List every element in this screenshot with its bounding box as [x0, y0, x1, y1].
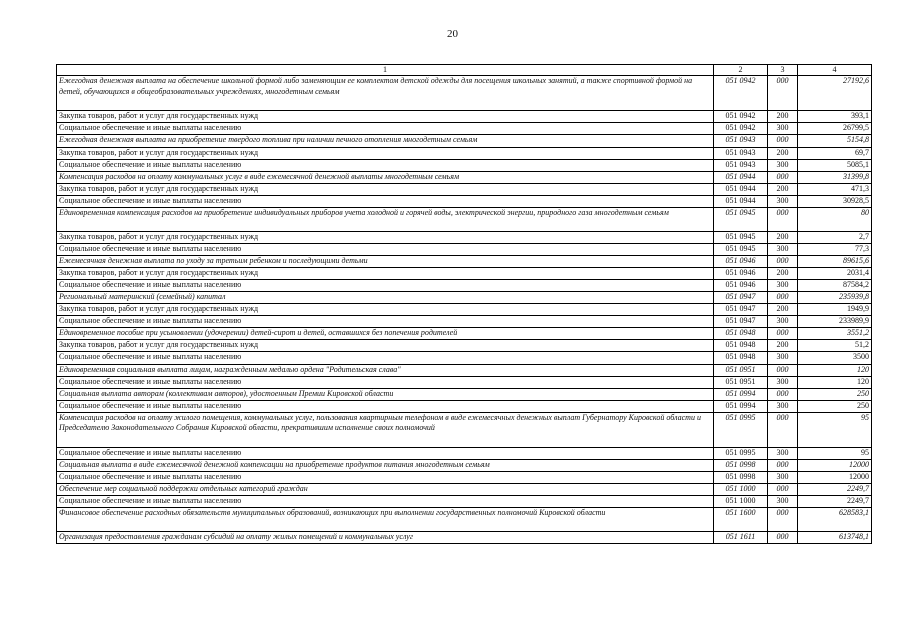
row-expense-type-cell: 300 — [768, 496, 798, 508]
row-name-cell: Организация предоставления гражданам субсидий на оплату жилых помещений и коммунальных услуг — [57, 531, 714, 543]
row-name-cell: Финансовое обеспечение расходных обязательств муниципальных образований, возникающих при выполнении государственных полномочий Кировской области — [57, 508, 714, 532]
row-expense-type-cell: 300 — [768, 447, 798, 459]
row-expense-type-cell: 300 — [768, 400, 798, 412]
row-code-cell: 051 0944 — [714, 183, 768, 195]
row-name-cell: Ежемесячная денежная выплата по уходу за третьим ребенком и последующими детьми — [57, 255, 714, 267]
row-name-cell: Единовременная социальная выплата лицам, награжденным медалью ордена "Родительская слава" — [57, 364, 714, 376]
row-name-cell: Социальное обеспечение и иные выплаты населению — [57, 159, 714, 171]
row-expense-type-cell: 200 — [768, 231, 798, 243]
row-code-cell: 051 0948 — [714, 352, 768, 364]
row-code-cell: 051 0945 — [714, 231, 768, 243]
row-expense-type-cell: 000 — [768, 171, 798, 183]
row-name-cell: Социальное обеспечение и иные выплаты населению — [57, 496, 714, 508]
row-amount-cell: 1949,9 — [798, 304, 872, 316]
row-code-cell: 051 0994 — [714, 388, 768, 400]
row-expense-type-cell: 200 — [768, 340, 798, 352]
header-col-2: 2 — [714, 65, 768, 76]
row-amount-cell: 628583,1 — [798, 508, 872, 532]
row-name-cell: Закупка товаров, работ и услуг для государственных нужд — [57, 267, 714, 279]
row-expense-type-cell: 200 — [768, 147, 798, 159]
row-amount-cell: 30928,5 — [798, 195, 872, 207]
row-amount-cell: 69,7 — [798, 147, 872, 159]
table-row — [57, 76, 872, 111]
row-name-cell: Обеспечение мер социальной поддержки отдельных категорий граждан — [57, 484, 714, 496]
table-row — [57, 376, 872, 388]
row-amount-cell: 250 — [798, 388, 872, 400]
row-expense-type-cell: 000 — [768, 76, 798, 111]
row-code-cell: 051 0947 — [714, 292, 768, 304]
row-amount-cell: 471,3 — [798, 183, 872, 195]
row-code-cell: 051 0942 — [714, 76, 768, 111]
row-expense-type-cell: 000 — [768, 255, 798, 267]
row-name-cell: Закупка товаров, работ и услуг для государственных нужд — [57, 340, 714, 352]
row-code-cell: 051 0942 — [714, 123, 768, 135]
table-row — [57, 183, 872, 195]
row-code-cell: 051 0948 — [714, 340, 768, 352]
row-amount-cell: 3551,2 — [798, 328, 872, 340]
table-row — [57, 508, 872, 532]
row-expense-type-cell: 300 — [768, 279, 798, 291]
table-row — [57, 171, 872, 183]
page-number: 20 — [447, 28, 458, 40]
budget-table — [56, 64, 872, 544]
table-row — [57, 195, 872, 207]
row-expense-type-cell: 200 — [768, 304, 798, 316]
row-expense-type-cell: 000 — [768, 135, 798, 147]
table-row — [57, 388, 872, 400]
row-name-cell: Закупка товаров, работ и услуг для государственных нужд — [57, 304, 714, 316]
row-amount-cell: 120 — [798, 376, 872, 388]
table-row — [57, 316, 872, 328]
table-row — [57, 328, 872, 340]
row-code-cell: 051 0951 — [714, 376, 768, 388]
row-code-cell: 051 0942 — [714, 111, 768, 123]
row-amount-cell: 2249,7 — [798, 484, 872, 496]
row-code-cell: 051 0946 — [714, 279, 768, 291]
row-expense-type-cell: 300 — [768, 195, 798, 207]
row-amount-cell: 233989,9 — [798, 316, 872, 328]
row-amount-cell: 613748,1 — [798, 531, 872, 543]
row-name-cell: Социальная выплата авторам (коллективам авторов), удостоенным Премии Кировской области — [57, 388, 714, 400]
table-row — [57, 364, 872, 376]
row-amount-cell: 51,2 — [798, 340, 872, 352]
row-amount-cell: 3500 — [798, 352, 872, 364]
table-row — [57, 111, 872, 123]
row-code-cell: 051 0943 — [714, 147, 768, 159]
table-row — [57, 123, 872, 135]
header-col-3: 3 — [768, 65, 798, 76]
row-amount-cell: 5154,8 — [798, 135, 872, 147]
row-amount-cell: 95 — [798, 412, 872, 447]
table-row — [57, 255, 872, 267]
header-col-1: 1 — [57, 65, 714, 76]
row-expense-type-cell: 200 — [768, 111, 798, 123]
row-code-cell: 051 0947 — [714, 304, 768, 316]
row-amount-cell: 12000 — [798, 459, 872, 471]
row-name-cell: Социальное обеспечение и иные выплаты населению — [57, 316, 714, 328]
row-name-cell: Социальное обеспечение и иные выплаты населению — [57, 243, 714, 255]
row-name-cell: Закупка товаров, работ и услуг для государственных нужд — [57, 111, 714, 123]
row-amount-cell: 80 — [798, 208, 872, 232]
row-name-cell: Компенсация расходов на оплату жилого помещения, коммунальных услуг, пользования квартирным телефоном в виде ежемесячных денежных выплат Губернатору Кировской области и Председателю Законодательного Собрания Кировской области, прекратившим исполнение своих полномочий — [57, 412, 714, 447]
table-row — [57, 135, 872, 147]
row-amount-cell: 31399,8 — [798, 171, 872, 183]
row-expense-type-cell: 000 — [768, 459, 798, 471]
row-code-cell: 051 0946 — [714, 255, 768, 267]
row-code-cell: 051 0945 — [714, 243, 768, 255]
row-name-cell: Единовременное пособие при усыновлении (удочерении) детей-сирот и детей, оставшихся без попечения родителей — [57, 328, 714, 340]
table-body — [57, 76, 872, 544]
table-row — [57, 208, 872, 232]
row-code-cell: 051 1000 — [714, 484, 768, 496]
row-name-cell: Социальное обеспечение и иные выплаты населению — [57, 472, 714, 484]
row-code-cell: 051 0995 — [714, 447, 768, 459]
row-name-cell: Ежегодная денежная выплата на приобретение твердого топлива при наличии печного отопления многодетным семьям — [57, 135, 714, 147]
row-code-cell: 051 0947 — [714, 316, 768, 328]
row-expense-type-cell: 000 — [768, 531, 798, 543]
row-name-cell: Социальная выплата в виде ежемесячной денежной компенсации на приобретение продуктов питания многодетным семьям — [57, 459, 714, 471]
row-expense-type-cell: 000 — [768, 508, 798, 532]
row-amount-cell: 5085,1 — [798, 159, 872, 171]
table-row — [57, 340, 872, 352]
table-row — [57, 159, 872, 171]
table-row — [57, 496, 872, 508]
row-code-cell: 051 0948 — [714, 328, 768, 340]
row-expense-type-cell: 300 — [768, 376, 798, 388]
table-row — [57, 484, 872, 496]
row-name-cell: Закупка товаров, работ и услуг для государственных нужд — [57, 231, 714, 243]
table-row — [57, 400, 872, 412]
row-expense-type-cell: 000 — [768, 412, 798, 447]
row-amount-cell: 26799,5 — [798, 123, 872, 135]
row-code-cell: 051 1600 — [714, 508, 768, 532]
row-code-cell: 051 0943 — [714, 159, 768, 171]
table-row — [57, 412, 872, 447]
row-name-cell: Социальное обеспечение и иные выплаты населению — [57, 195, 714, 207]
table-row — [57, 243, 872, 255]
row-name-cell: Закупка товаров, работ и услуг для государственных нужд — [57, 183, 714, 195]
row-amount-cell: 393,1 — [798, 111, 872, 123]
row-amount-cell: 12000 — [798, 472, 872, 484]
row-expense-type-cell: 000 — [768, 292, 798, 304]
row-expense-type-cell: 200 — [768, 267, 798, 279]
row-amount-cell: 27192,6 — [798, 76, 872, 111]
row-code-cell: 051 0944 — [714, 171, 768, 183]
row-amount-cell: 120 — [798, 364, 872, 376]
row-code-cell: 051 0946 — [714, 267, 768, 279]
row-expense-type-cell: 300 — [768, 472, 798, 484]
row-name-cell: Социальное обеспечение и иные выплаты населению — [57, 279, 714, 291]
header-col-4: 4 — [798, 65, 872, 76]
row-expense-type-cell: 300 — [768, 243, 798, 255]
row-name-cell: Компенсация расходов на оплату коммунальных услуг в виде ежемесячной денежной выплаты многодетным семьям — [57, 171, 714, 183]
row-expense-type-cell: 300 — [768, 123, 798, 135]
row-code-cell: 051 0998 — [714, 472, 768, 484]
row-code-cell: 051 0998 — [714, 459, 768, 471]
row-expense-type-cell: 300 — [768, 159, 798, 171]
table-row — [57, 459, 872, 471]
row-amount-cell: 2249,7 — [798, 496, 872, 508]
row-amount-cell: 235939,8 — [798, 292, 872, 304]
table-row — [57, 447, 872, 459]
table-row — [57, 147, 872, 159]
row-code-cell: 051 0995 — [714, 412, 768, 447]
row-code-cell: 051 0943 — [714, 135, 768, 147]
table-row — [57, 352, 872, 364]
table-row — [57, 304, 872, 316]
row-expense-type-cell: 000 — [768, 208, 798, 232]
table-row — [57, 231, 872, 243]
row-code-cell: 051 0951 — [714, 364, 768, 376]
row-code-cell: 051 0994 — [714, 400, 768, 412]
table-header-row — [57, 65, 872, 76]
table-row — [57, 531, 872, 543]
row-amount-cell: 95 — [798, 447, 872, 459]
row-name-cell: Социальное обеспечение и иные выплаты населению — [57, 123, 714, 135]
row-amount-cell: 2031,4 — [798, 267, 872, 279]
row-name-cell: Закупка товаров, работ и услуг для государственных нужд — [57, 147, 714, 159]
row-code-cell: 051 1000 — [714, 496, 768, 508]
row-expense-type-cell: 000 — [768, 364, 798, 376]
row-expense-type-cell: 200 — [768, 183, 798, 195]
row-expense-type-cell: 000 — [768, 484, 798, 496]
row-name-cell: Ежегодная денежная выплата на обеспечение школьной формой либо заменяющим ее комплектом детской одежды для посещения школьных занятий, а также спортивной формой на детей, обучающихся в общеобразовательных учреждениях, многодетным семьям — [57, 76, 714, 111]
row-code-cell: 051 1611 — [714, 531, 768, 543]
row-name-cell: Социальное обеспечение и иные выплаты населению — [57, 400, 714, 412]
row-expense-type-cell: 000 — [768, 328, 798, 340]
table-row — [57, 472, 872, 484]
row-amount-cell: 89615,6 — [798, 255, 872, 267]
row-expense-type-cell: 300 — [768, 352, 798, 364]
row-name-cell: Социальное обеспечение и иные выплаты населению — [57, 447, 714, 459]
row-amount-cell: 250 — [798, 400, 872, 412]
row-amount-cell: 87584,2 — [798, 279, 872, 291]
row-amount-cell: 2,7 — [798, 231, 872, 243]
table-row — [57, 279, 872, 291]
row-name-cell: Социальное обеспечение и иные выплаты населению — [57, 376, 714, 388]
row-name-cell: Единовременная компенсация расходов на приобретение индивидуальных приборов учета холодной и горячей воды, электрической энергии, природного газа многодетным семьям — [57, 208, 714, 232]
row-name-cell: Региональный материнский (семейный) капитал — [57, 292, 714, 304]
table-row — [57, 267, 872, 279]
row-amount-cell: 77,3 — [798, 243, 872, 255]
row-name-cell: Социальное обеспечение и иные выплаты населению — [57, 352, 714, 364]
table-row — [57, 292, 872, 304]
row-code-cell: 051 0945 — [714, 208, 768, 232]
row-expense-type-cell: 000 — [768, 388, 798, 400]
row-expense-type-cell: 300 — [768, 316, 798, 328]
row-code-cell: 051 0944 — [714, 195, 768, 207]
